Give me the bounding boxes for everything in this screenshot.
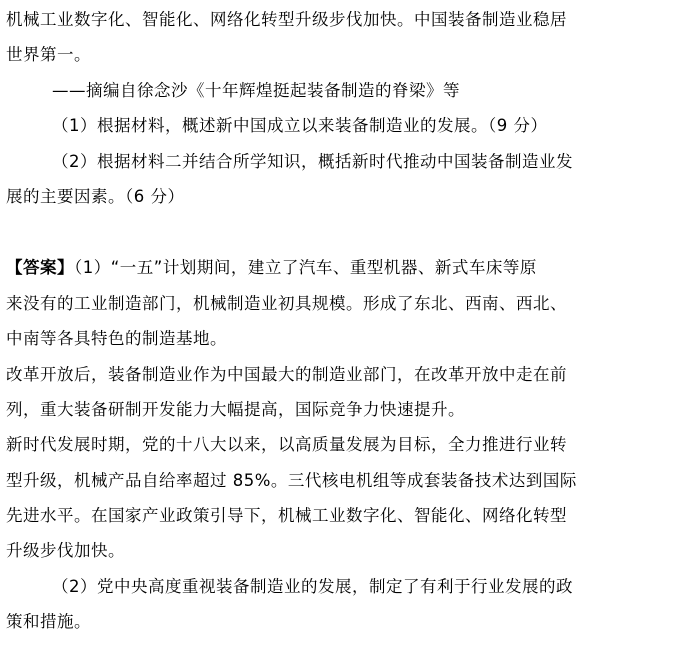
answer-part2-line: （2）党中央高度重视装备制造业的发展，制定了有利于行业发展的政 — [52, 576, 573, 596]
material-text-line: 世界第一。 — [6, 45, 91, 65]
answer-new-era-line: 新时代发展时期，党的十八大以来，以高质量发展为目标，全力推进行业转 — [6, 435, 567, 455]
answer-tag: 【答案】 — [6, 258, 74, 278]
question-1: （1）根据材料，概述新中国成立以来装备制造业的发展。（9 分） — [52, 116, 548, 136]
answer-reform-line: 改革开放后，装备制造业作为中国最大的制造业部门，在改革开放中走在前 — [6, 364, 567, 384]
question-2: （2）根据材料二并结合所学知识，概括新时代推动中国装备制造业发 — [52, 151, 573, 171]
answer-part1-line: 来没有的工业制造部门，机械制造业初具规模。形成了东北、西南、西北、 — [6, 293, 567, 313]
answer-new-era-line: 先进水平。在国家产业政策引导下，机械工业数字化、智能化、网络化转型 — [6, 506, 567, 526]
answer-new-era-line: 型升级，机械产品自给率超过 85%。三代核电机组等成套装备技术达到国际 — [6, 470, 577, 490]
question-2-continued: 展的主要因素。（6 分） — [6, 186, 185, 206]
answer-part1-line — [6, 250, 670, 285]
source-citation: ——摘编自徐念沙《十年辉煌挺起装备制造的脊梁》等 — [52, 80, 460, 100]
answer-part1-line: 中南等各具特色的制造基地。 — [6, 329, 227, 349]
answer-part2-line: 策和措施。 — [6, 612, 91, 632]
answer-part1-text: （1）“一五”计划期间，建立了汽车、重型机器、新式车床等原 — [74, 258, 537, 278]
document-page — [6, 2, 670, 640]
answer-reform-line: 列，重大装备研制开发能力大幅提高，国际竞争力快速提升。 — [6, 399, 465, 419]
blank-gap — [6, 214, 670, 250]
material-text-line: 机械工业数字化、智能化、网络化转型升级步伐加快。中国装备制造业稳居 — [6, 10, 567, 29]
answer-new-era-line: 升级步伐加快。 — [6, 541, 125, 561]
